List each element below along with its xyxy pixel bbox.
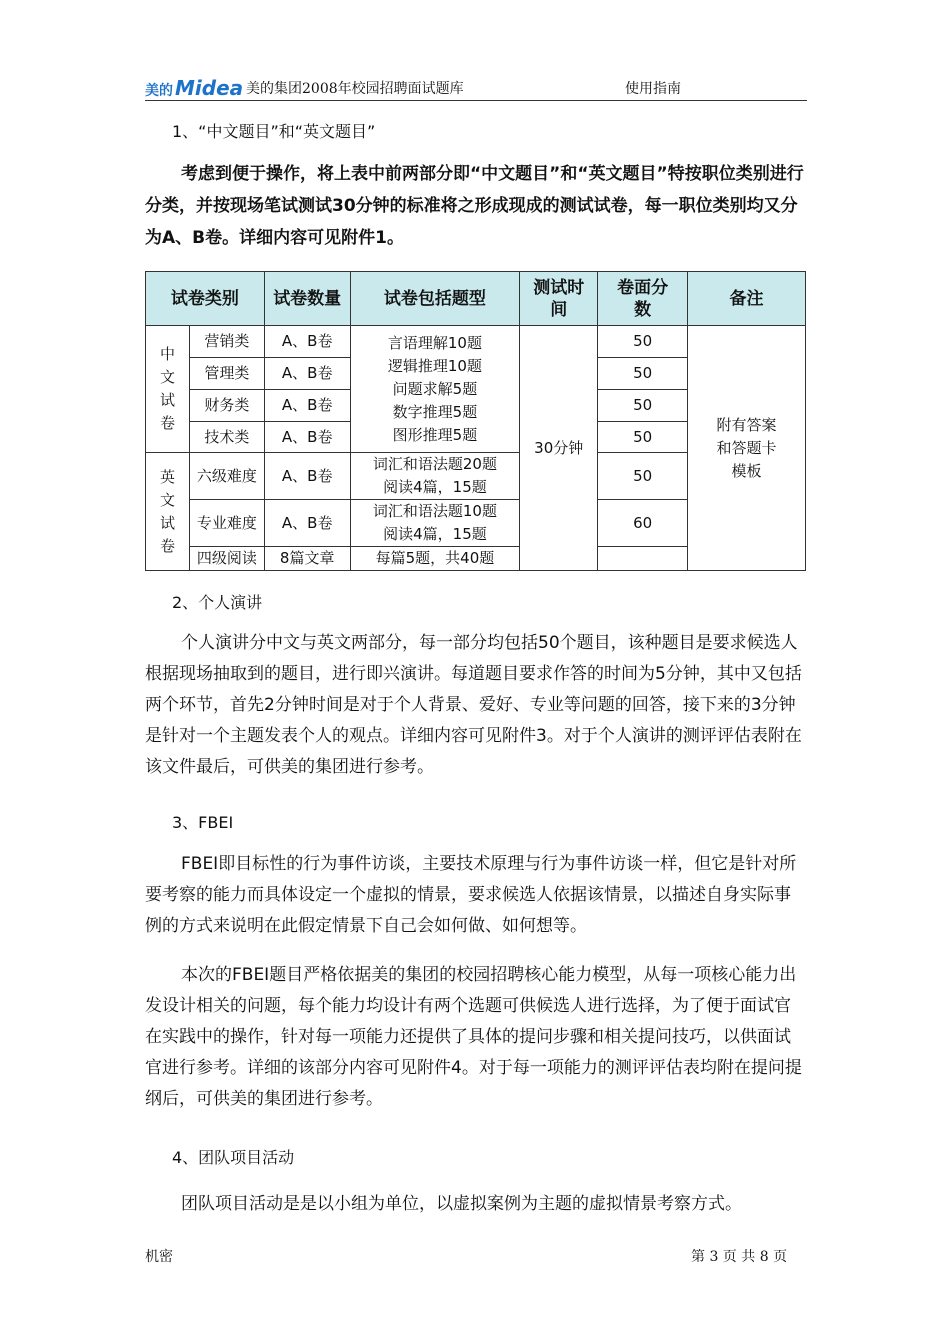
footer-confidential: 机密 [145, 1249, 173, 1265]
types-cell: 词汇和语法题20题 阅读4篇，15题 [350, 453, 520, 500]
score-cell: 60 [598, 500, 688, 547]
count-cell: 8篇文章 [264, 547, 350, 571]
count-cell: A、B卷 [264, 358, 350, 390]
category-cell: 专业难度 [189, 500, 264, 547]
score-cell: 50 [598, 358, 688, 390]
types-cell: 词汇和语法题10题 阅读4篇，15题 [350, 500, 520, 547]
midea-logo [145, 76, 243, 100]
section-3-heading: 3、FBEI [172, 813, 234, 832]
score-cell: 50 [598, 453, 688, 500]
category-cell: 技术类 [189, 422, 264, 453]
footer-page-number: 第 3 页 共 8 页 [691, 1249, 788, 1265]
count-cell: A、B卷 [264, 390, 350, 422]
header-cell: 备注 [688, 272, 806, 326]
section-1-heading: 1、“中文题目”和“英文题目” [172, 122, 376, 141]
section-2-paragraph: 个人演讲分中文与英文两部分，每一部分均包括50个题目，该种题目是要求候选人根据现场抽取到的题目，进行即兴演讲。每道题目要求作答的时间为5分钟，其中又包括两个环节，首先2分钟时间是对于个人背景、爱好、专业等问题的回答，接下来的3分钟是针对一个主题发表个人的观点。详细内容可见附件3。对于个人演讲的测评评估表附在该文件最后，可供美的集团进行参考。 [145, 633, 802, 777]
category-cell: 六级难度 [189, 453, 264, 500]
remark-cell: 附有答案和答题卡模板 [688, 326, 806, 571]
category-cell: 四级阅读 [189, 547, 264, 571]
logo-cn: 美的 [145, 83, 173, 99]
time-cell: 30分钟 [520, 326, 598, 571]
header-cell: 试卷数量 [264, 272, 350, 326]
section-1-paragraph: 考虑到便于操作，将上表中前两部分即“中文题目”和“英文题目”特按职位类别进行分类，并按现场笔试测试30分钟的标准将之形成现成的测试试卷，每一职位类别均又分为A、B卷。详细内容可见附件1。 [145, 164, 804, 248]
score-cell: 50 [598, 422, 688, 453]
header-cell: 卷面分数 [598, 272, 688, 326]
count-cell: A、B卷 [264, 422, 350, 453]
section-2-heading: 2、个人演讲 [172, 593, 263, 612]
score-cell: 50 [598, 326, 688, 358]
header-guide: 使用指南 [625, 81, 681, 97]
table-row [146, 326, 806, 358]
group-en-cell: 英文试卷 [146, 453, 190, 571]
cn-types-cell: 言语理解10题 逻辑推理10题 问题求解5题 数字推理5题 图形推理5题 [350, 326, 520, 453]
category-cell: 财务类 [189, 390, 264, 422]
count-cell: A、B卷 [264, 453, 350, 500]
count-cell: A、B卷 [264, 500, 350, 547]
count-cell: A、B卷 [264, 326, 350, 358]
exam-table [145, 271, 806, 571]
score-cell [598, 547, 688, 571]
section-3-paragraph-1: FBEI即目标性的行为事件访谈，主要技术原理与行为事件访谈一样，但它是针对所要考察的能力而具体设定一个虚拟的情景，要求候选人依据该情景，以描述自身实际事例的方式来说明在此假定情景下自己会如何做、如何想等。 [145, 854, 797, 936]
table-header-row [146, 272, 806, 326]
section-4-paragraph: 团队项目活动是是以小组为单位，以虚拟案例为主题的虚拟情景考察方式。 [181, 1194, 742, 1214]
category-cell: 营销类 [189, 326, 264, 358]
section-4-heading: 4、团队项目活动 [172, 1148, 295, 1167]
types-cell: 每篇5题，共40题 [350, 547, 520, 571]
category-cell: 管理类 [189, 358, 264, 390]
header-cell: 试卷包括题型 [350, 272, 520, 326]
score-cell: 50 [598, 390, 688, 422]
header-title: 美的集团2008年校园招聘面试题库 [246, 81, 464, 97]
header-cell: 测试时间 [520, 272, 598, 326]
header-cell: 试卷类别 [146, 272, 265, 326]
section-3-paragraph-2: 本次的FBEI题目严格依据美的集团的校园招聘核心能力模型，从每一项核心能力出发设计相关的问题，每个能力均设计有两个选题可供候选人进行选择，为了便于面试官在实践中的操作，针对每一项能力还提供了具体的提问步骤和相关提问技巧，以供面试官进行参考。详细的该部分内容可见附件4。对于每一项能力的测评评估表均附在提问提纲后，可供美的集团进行参考。 [145, 965, 802, 1109]
page-header [145, 74, 807, 101]
logo-en: Midea [175, 76, 244, 100]
group-cn-cell: 中文试卷 [146, 326, 190, 453]
